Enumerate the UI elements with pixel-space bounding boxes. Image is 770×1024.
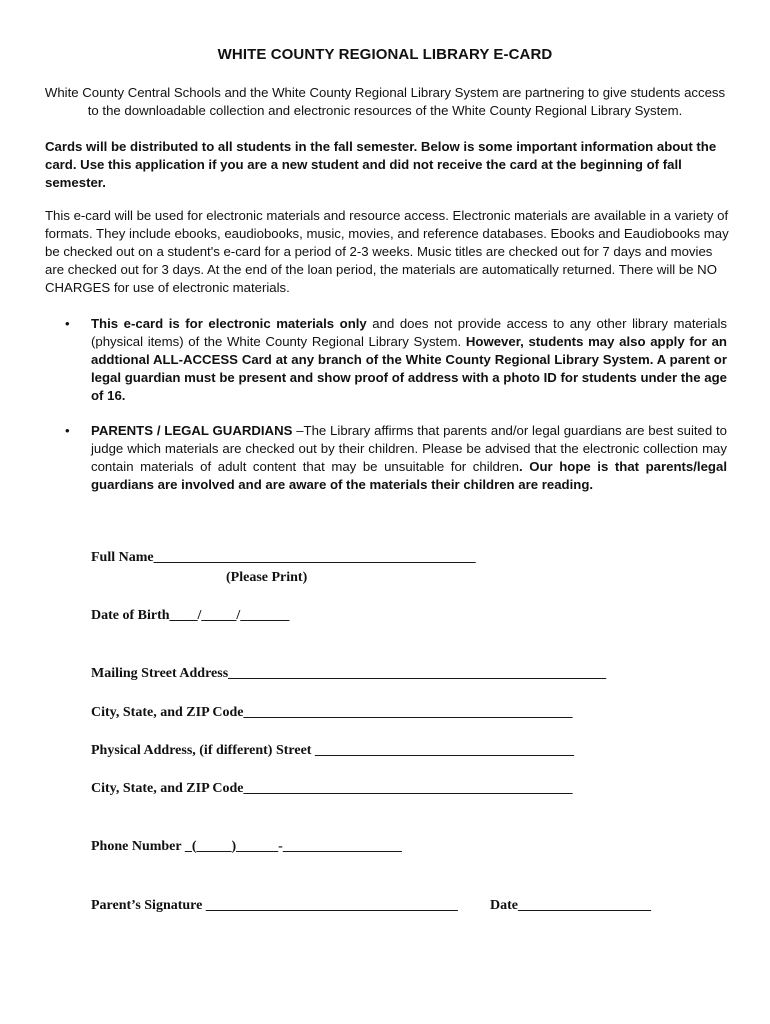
bullet-tail: However, students may also apply for an addtional ALL-ACCESS Card at any branch of the White County Regional Library System. A parent or legal guardian must be present and show proof of address with a photo ID for students under the age of 16. [91, 334, 727, 403]
physical-street-field[interactable]: Physical Address, (if different) Street _____________________________________ [91, 743, 574, 758]
bullet-icon: • [65, 423, 70, 438]
please-print-note: (Please Print) [226, 570, 308, 585]
bullet-lead: PARENTS / LEGAL GUARDIANS [91, 423, 293, 438]
distribution-notice: Cards will be distributed to all students in the fall semester. Below is some important information about the card. Use this application if you are a new student and did not receive the card at the beginning of fall semester. [45, 139, 717, 190]
bullet-body: and does not provide access to any other library materials (physical items) of the White County Regional Library System. [91, 316, 727, 349]
mailing-city-state-zip-field[interactable]: City, State, and ZIP Code_______________________________________________ [91, 705, 573, 720]
date-of-birth-field[interactable]: Date of Birth____/_____/_______ [91, 608, 290, 623]
phone-number-field[interactable]: Phone Number _(_____)______-_________________ [91, 839, 402, 854]
bullet-icon: • [65, 316, 70, 331]
bullet-text [91, 315, 727, 405]
ecard-info-paragraph: This e-card will be used for electronic materials and resource access. Electronic materials are available in a variety of formats. They include ebooks, eaudiobooks, music, movies, and reference databases. Ebooks and Eaudiobooks may be checked out on a student's e-card for a period of 2-3 weeks. Music titles are checked out for 7 days and movies are checked out for 3 days. At the end of the loan period, the materials are automatically returned. There will be NO CHARGES for use of electronic materials. [45, 208, 729, 295]
page-title: WHITE COUNTY REGIONAL LIBRARY E-CARD [217, 46, 553, 63]
physical-city-state-zip-field[interactable]: City, State, and ZIP Code_______________________________________________ [91, 781, 573, 796]
bullet-tail: . Our hope is that parents/legal guardians are involved and are aware of the materials their children are reading. [91, 459, 727, 492]
parent-signature-field[interactable]: Parent’s Signature ____________________________________ [91, 898, 458, 913]
mailing-street-field[interactable]: Mailing Street Address______________________________________________________ [91, 666, 607, 681]
bullet-text [91, 422, 727, 494]
bullet-lead: This e-card is for electronic materials only [91, 316, 367, 331]
bullet-body: –The Library affirms that parents and/or legal guardians are best suited to judge which materials are checked out by their children. Please be advised that the electronic collection may contain materials of adult content that may be unsuitable for children [91, 423, 727, 474]
full-name-field[interactable]: Full Name______________________________________________ [91, 550, 476, 565]
signature-date-field[interactable]: Date___________________ [490, 898, 651, 913]
intro-paragraph: White County Central Schools and the White County Regional Library System are partnering to give students access to the downloadable collection and electronic resources of the White County Regional Library System. [44, 85, 726, 118]
